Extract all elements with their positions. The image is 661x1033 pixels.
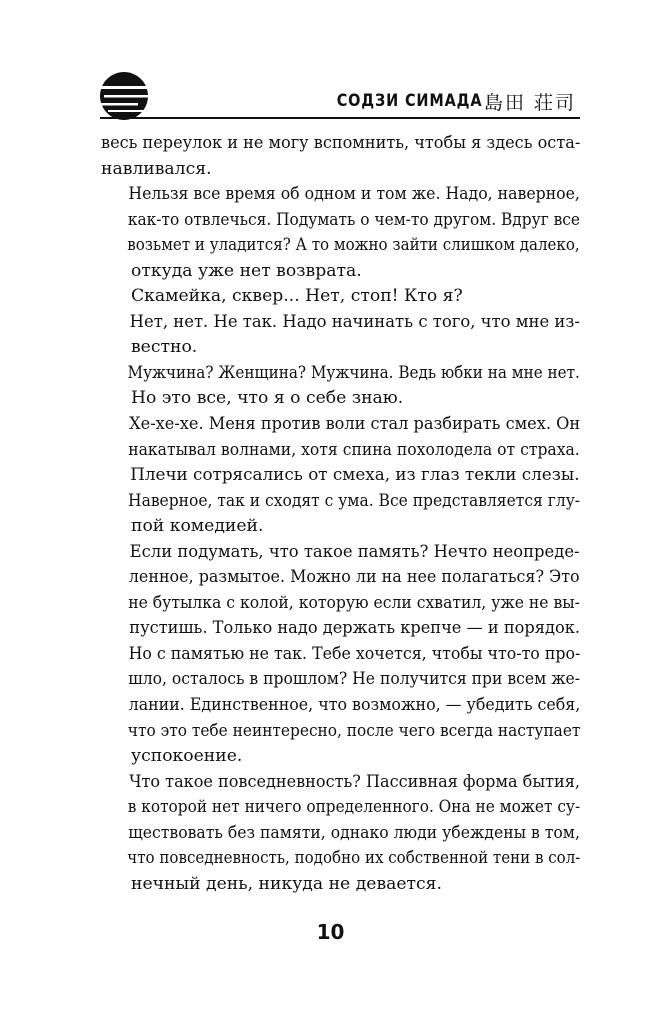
text-line: лании. Единственное, что возможно, — убедить себя, [128, 695, 581, 716]
body-text [101, 131, 580, 897]
text-line: нечный день, никуда не девается. [131, 873, 442, 894]
header-rule [100, 117, 580, 119]
text-line: что это тебе неинтересно, после чего всегда наступает [127, 720, 581, 741]
paragraph [101, 284, 580, 310]
paragraph [101, 361, 580, 387]
text-line: успокоение. [131, 746, 243, 767]
text-line: как-то отвлечься. Подумать о чем-то другом. Вдруг все [127, 209, 581, 230]
text-line: ществовать без памяти, однако люди убеждены в том, [128, 822, 580, 843]
text-line: пустишь. Только надо держать крепче — и порядок. [129, 618, 581, 639]
text-line: Что такое повседневность? Пассивная форма бытия, [129, 771, 581, 792]
running-header [150, 86, 580, 116]
page-number: 10 [316, 920, 345, 944]
text-line: пой комедией. [131, 516, 264, 537]
text-line: накатывал волнами, хотя спина похолодела от страха. [128, 439, 580, 460]
text-line: Но это все, что я о себе знаю. [131, 388, 404, 409]
text-line: весь переулок и не могу вспомнить, чтобы я здесь оста- [101, 133, 581, 153]
text-line: Мужчина? Женщина? Мужчина. Ведь юбки на мне нет. [127, 362, 580, 383]
publisher-logo-icon [98, 70, 150, 122]
paragraph [101, 131, 580, 182]
paragraph [101, 182, 580, 284]
paragraph [101, 770, 580, 898]
paragraph [101, 412, 580, 489]
text-line: Скамейка, сквер... Нет, стоп! Кто я? [131, 286, 463, 307]
text-line: Если подумать, что такое память? Нечто неопреде- [129, 541, 580, 562]
text-line: в которой нет ничего определенного. Она не может су- [127, 797, 581, 818]
text-line: навливался. [101, 158, 212, 179]
text-line: ленное, размытое. Можно ли на нее полагаться? Это [128, 567, 580, 588]
text-line: откуда уже нет возврата. [131, 260, 362, 281]
text-line: Хе-хе-хе. Меня против воли стал разбирать смех. Он [129, 414, 581, 435]
header-author-cjk: 島田 荘司 [483, 91, 576, 114]
text-line: возьмет и уладится? А то можно зайти слишком далеко, [127, 235, 580, 256]
text-line: не бутылка с колой, которую если схватил, уже не вы- [128, 592, 580, 613]
paragraph [101, 540, 580, 770]
header-author: СОДЗИ СИМАДА [336, 91, 482, 111]
paragraph [101, 310, 580, 361]
text-line: Плечи сотрясались от смеха, из глаз текли слезы. [130, 465, 580, 486]
paragraph [101, 489, 580, 540]
text-line: Но с памятью не так. Тебе хочется, чтобы что-то про- [128, 643, 581, 664]
text-line: Нет, нет. Не так. Надо начинать с того, что мне из- [129, 311, 580, 332]
text-line: Нельзя все время об одном и том же. Надо, наверное, [128, 184, 580, 205]
paragraph [101, 386, 580, 412]
text-line: что повседневность, подобно их собственной тени в сол- [127, 848, 581, 869]
text-line: шло, осталось в прошлом? Не получится при всем же- [128, 669, 581, 690]
text-line: вестно. [131, 337, 198, 358]
text-line: Наверное, так и сходят с ума. Все представляется глу- [128, 490, 581, 511]
